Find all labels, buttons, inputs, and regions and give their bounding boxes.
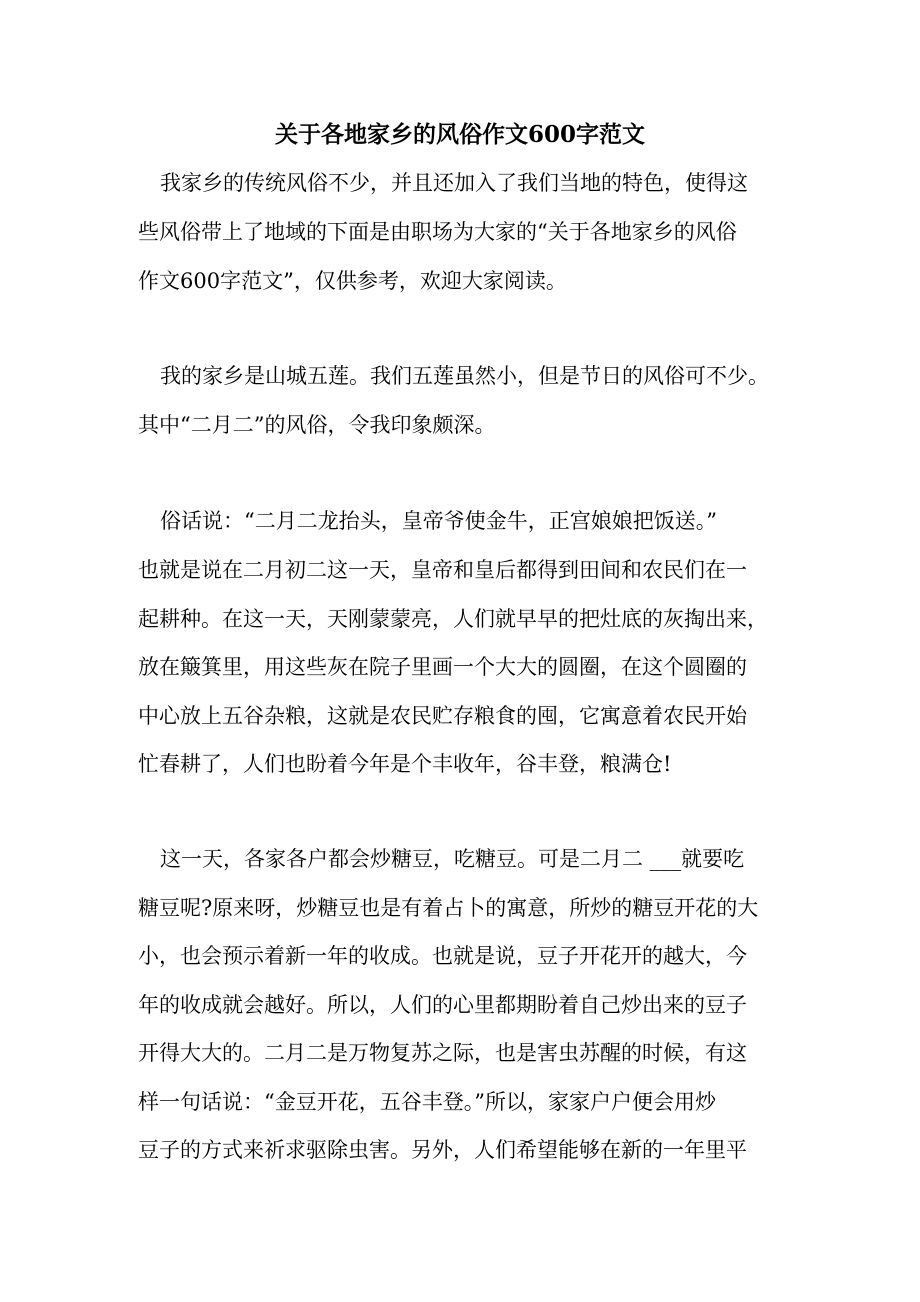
paragraph-4-line-6: 样一句话说：“金豆开花，五谷丰登。”所以，家家户户便会用炒 (138, 1090, 716, 1114)
paragraph-3-line-2: 也就是说在二月初二这一天，皇帝和皇后都得到田间和农民们在一 (138, 558, 747, 582)
paragraph-4-line-4: 年的收成就会越好。所以，人们的心里都期盼着自己炒出来的豆子 (138, 993, 747, 1017)
paragraph-3-line-3: 起耕种。在这一天，天刚蒙蒙亮，人们就早早的把灶底的灰掏出来， (138, 607, 768, 631)
paragraph-4-line-2: 糖豆呢?原来呀，炒糖豆也是有着占卜的寓意，所炒的糖豆开花的大 (138, 896, 759, 920)
paragraph-4-line-1: 这一天，各家各户都会炒糖豆，吃糖豆。可是二月二 ___就要吃 (160, 847, 745, 871)
paragraph-2-line-2: 其中“二月二”的风俗，令我印象颇深。 (138, 413, 496, 437)
document-title: 关于各地家乡的风俗作文600字范文 (274, 121, 645, 148)
paragraph-1-line-2: 些风俗带上了地域的下面是由职场为大家的“关于各地家乡的风俗 (138, 220, 737, 244)
paragraph-2-line-1: 我的家乡是山城五莲。我们五莲虽然小，但是节日的风俗可不少。 (160, 364, 769, 388)
paragraph-1-line-3: 作文600字范文”，仅供参考，欢迎大家阅读。 (138, 269, 567, 293)
paragraph-3-line-6: 忙春耕了，人们也盼着今年是个丰收年，谷丰登，粮满仓! (138, 752, 672, 776)
paragraph-4-line-5: 开得大大的。二月二是万物复苏之际，也是害虫苏醒的时候，有这 (138, 1041, 747, 1065)
paragraph-1-line-1: 我家乡的传统风俗不少，并且还加入了我们当地的特色，使得这 (160, 171, 748, 195)
paragraph-3-line-1: 俗话说：“二月二龙抬头，皇帝爷使金牛，正宫娘娘把饭送。” (160, 509, 717, 533)
paragraph-3-line-4: 放在簸箕里，用这些灰在院子里画一个大大的圆圈，在这个圆圈的 (138, 655, 747, 679)
paragraph-4-line-7: 豆子的方式来祈求驱除虫害。另外，人们希望能够在新的一年里平 (138, 1138, 747, 1162)
paragraph-3-line-5: 中心放上五谷杂粮，这就是农民贮存粮食的囤，它寓意着农民开始 (138, 704, 747, 728)
paragraph-4-line-3: 小，也会预示着新一年的收成。也就是说，豆子开花开的越大，今 (138, 944, 747, 968)
